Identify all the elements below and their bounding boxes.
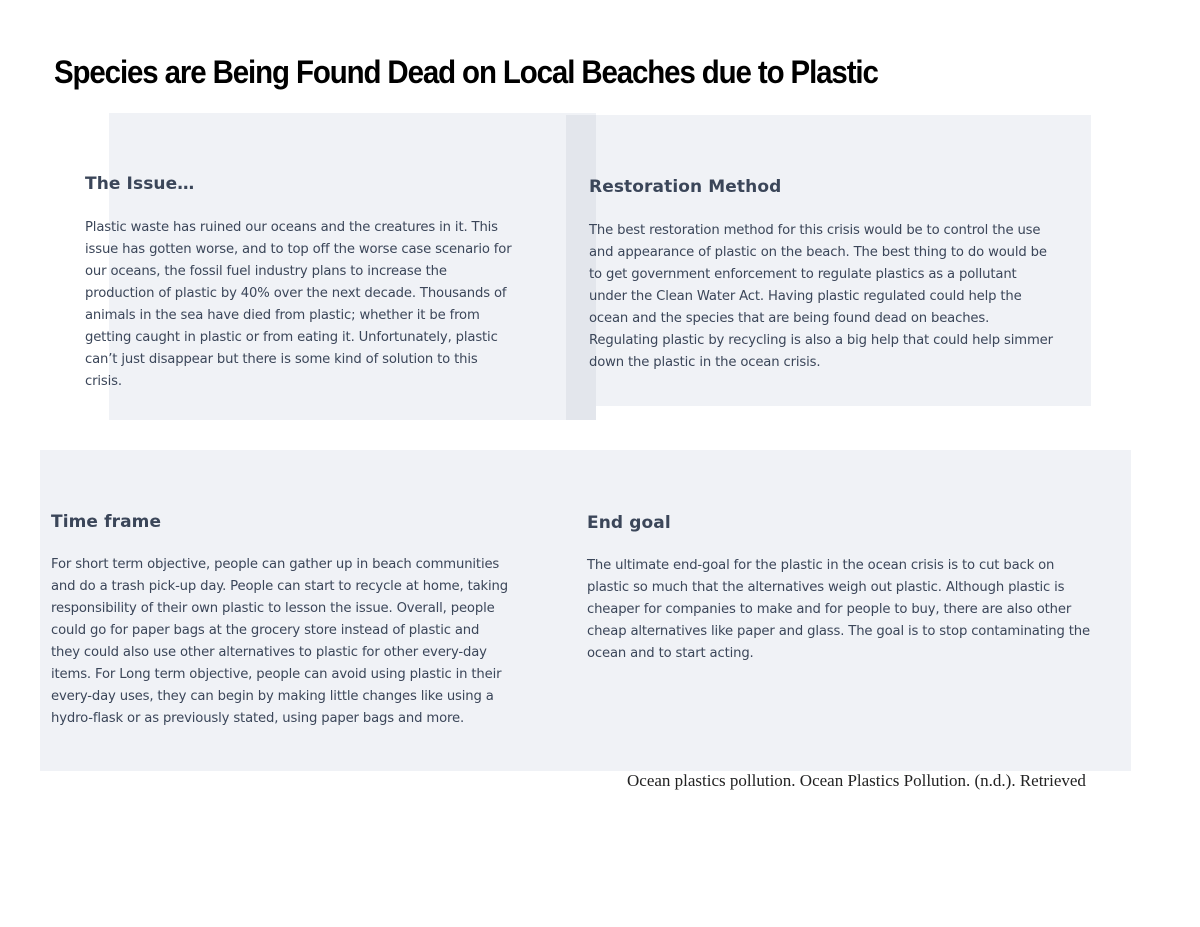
issue-line: getting caught in plastic or from eating it. Unfortunately, plastic	[85, 330, 498, 345]
timeframe-body	[51, 554, 508, 730]
restoration-line: ocean and the species that are being found dead on beaches.	[589, 311, 990, 326]
timeframe-line: they could also use other alternatives to plastic for other every-day	[51, 645, 487, 660]
issue-line: Plastic waste has ruined our oceans and the creatures in it. This	[85, 220, 498, 235]
issue-line: production of plastic by 40% over the next decade. Thousands of	[85, 286, 507, 301]
timeframe-heading: Time frame	[51, 512, 162, 532]
timeframe-line: responsibility of their own plastic to lesson the issue. Overall, people	[51, 601, 495, 616]
endgoal-line: cheaper for companies to make and for people to buy, there are also other	[587, 602, 1072, 617]
citation: Ocean plastics pollution. Ocean Plastics Pollution. (n.d.). Retrieved	[627, 771, 1086, 790]
timeframe-line: hydro-flask or as previously stated, using paper bags and more.	[51, 711, 465, 726]
restoration-line: under the Clean Water Act. Having plastic regulated could help the	[589, 289, 1022, 304]
endgoal-body	[587, 555, 1090, 665]
restoration-line: and appearance of plastic on the beach. The best thing to do would be	[589, 245, 1047, 260]
endgoal-line: ocean and to start acting.	[587, 646, 754, 661]
endgoal-line: The ultimate end-goal for the plastic in the ocean crisis is to cut back on	[587, 558, 1055, 573]
restoration-body	[589, 220, 1053, 374]
timeframe-line: every-day uses, they can begin by making little changes like using a	[51, 689, 494, 704]
timeframe-line: could go for paper bags at the grocery store instead of plastic and	[51, 623, 480, 638]
timeframe-line: and do a trash pick-up day. People can start to recycle at home, taking	[51, 579, 508, 594]
restoration-line: to get government enforcement to regulate plastics as a pollutant	[589, 267, 1017, 282]
issue-line: crisis.	[85, 374, 122, 389]
issue-line: can’t just disappear but there is some kind of solution to this	[85, 352, 478, 367]
restoration-line: Regulating plastic by recycling is also a big help that could help simmer	[589, 333, 1053, 348]
issue-line: animals in the sea have died from plastic; whether it be from	[85, 308, 480, 323]
timeframe-line: For short term objective, people can gather up in beach communities	[51, 557, 500, 572]
restoration-line: The best restoration method for this crisis would be to control the use	[589, 223, 1041, 238]
restoration-line: down the plastic in the ocean crisis.	[589, 355, 821, 370]
restoration-heading: Restoration Method	[589, 177, 782, 197]
endgoal-line: cheap alternatives like paper and glass. The goal is to stop contaminating the	[587, 624, 1090, 639]
issue-line: issue has gotten worse, and to top off the worse case scenario for	[85, 242, 512, 257]
endgoal-heading: End goal	[587, 513, 671, 533]
issue-body	[85, 217, 512, 393]
timeframe-line: items. For Long term objective, people can avoid using plastic in their	[51, 667, 502, 682]
endgoal-line: plastic so much that the alternatives weigh out plastic. Although plastic is	[587, 580, 1065, 595]
issue-line: our oceans, the fossil fuel industry plans to increase the	[85, 264, 447, 279]
issue-heading: The Issue…	[85, 174, 195, 194]
page-title: Species are Being Found Dead on Local Beaches due to Plastic	[54, 54, 878, 90]
